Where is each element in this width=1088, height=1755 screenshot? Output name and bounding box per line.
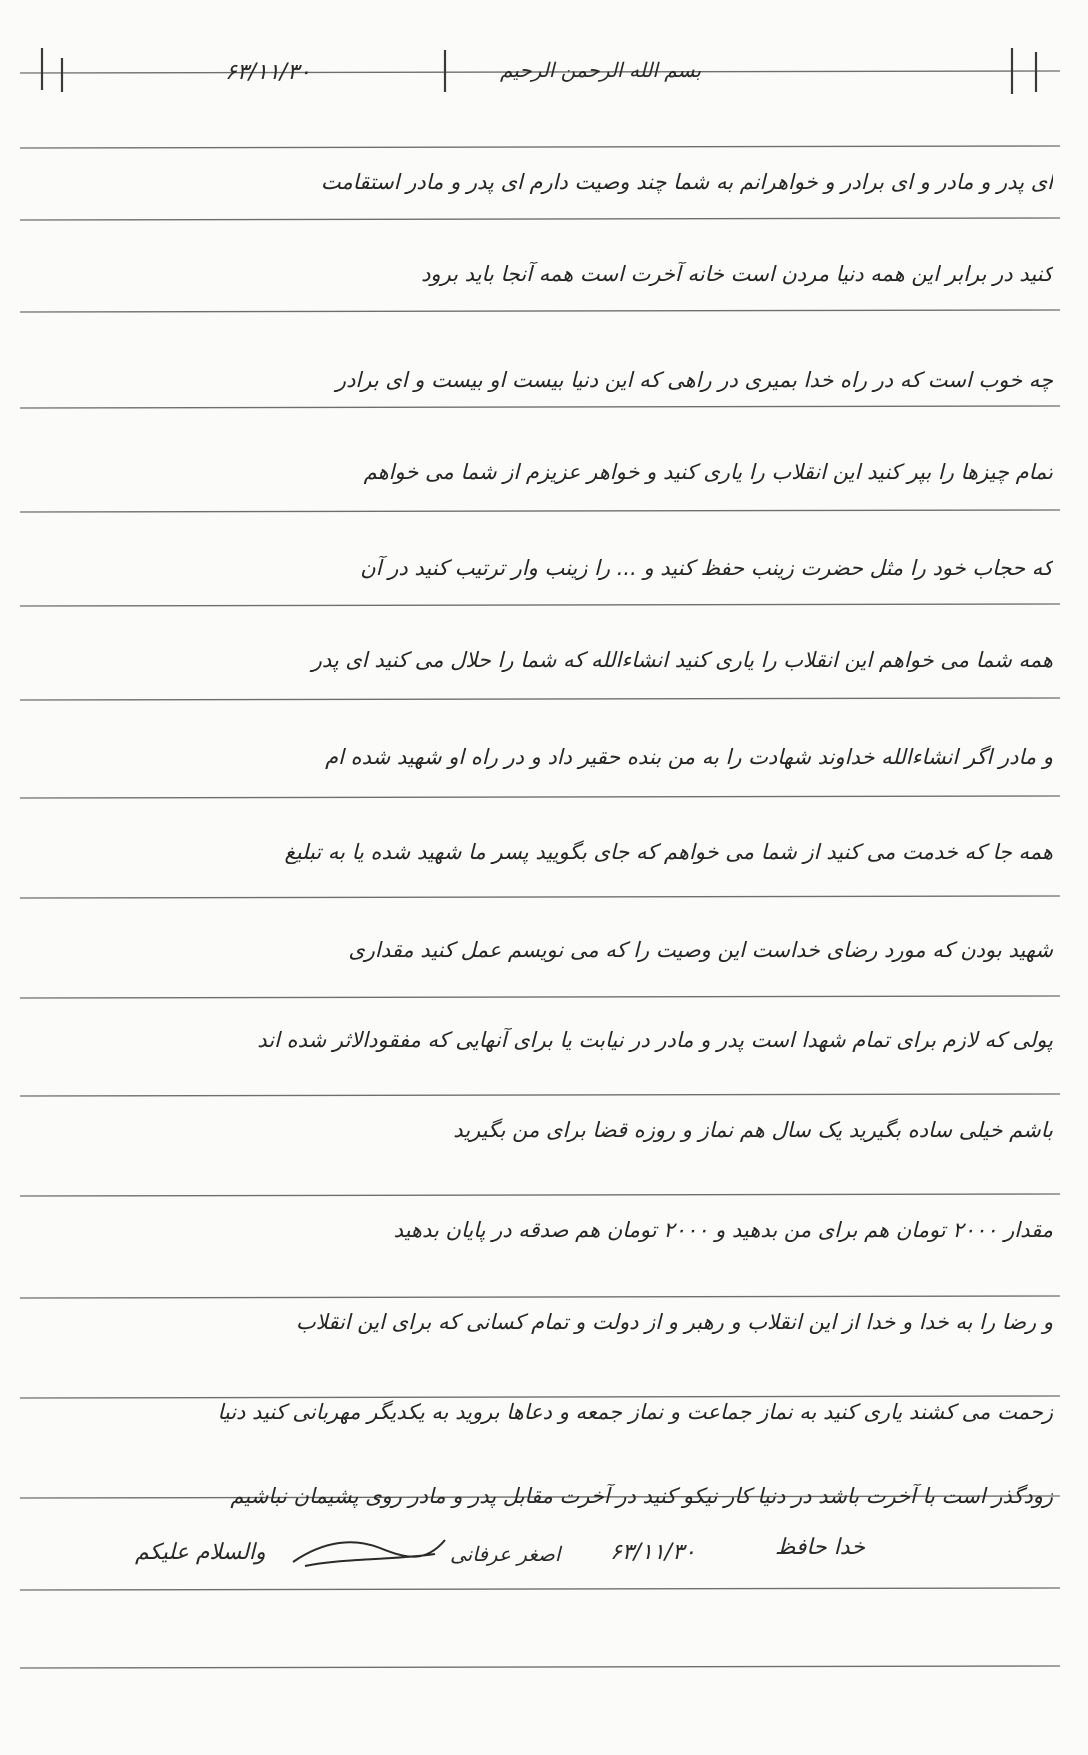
letter-line: پولی که لازم برای تمام شهدا است پدر و مادر در نیابت یا برای آنهایی که مفقودالاثر شده اند [257, 1028, 1053, 1052]
letter-line: ای پدر و مادر و ای برادر و خواهرانم به شما چند وصیت دارم ای پدر و مادر استقامت [320, 170, 1053, 194]
letter-line: همه شما می خواهم این انقلاب را یاری کنید انشاءالله که شما را حلال می کنید ای پدر [311, 648, 1053, 672]
letter-line: مقدار ۲۰۰۰ تومان هم برای من بدهید و ۲۰۰۰ تومان هم صدقه در پایان بدهید [393, 1218, 1053, 1242]
letter-line: شهید بودن که مورد رضای خداست این وصیت را که می نویسم عمل کنید مقداری [348, 938, 1053, 962]
letter-line: چه خوب است که در راه خدا بمیری در راهی که این دنیا بیست او بیست و ای برادر [335, 368, 1053, 392]
letter-line: باشم خیلی ساده بگیرید یک سال هم نماز و روزه قضا برای من بگیرید [453, 1118, 1053, 1142]
letter-title: بسم الله الرحمن الرحیم [500, 58, 702, 82]
letter-line: و رضا را به خدا و خدا از این انقلاب و رهبر و از دولت و تمام کسانی که برای این انقلاب [296, 1310, 1053, 1334]
closing-text: خدا حافظ [775, 1535, 865, 1560]
letter-line: کنید در برابر این همه دنیا مردن است خانه آخرت است همه آنجا باید برود [421, 262, 1053, 286]
letter-line: و مادر اگر انشاءالله خداوند شهادت را به من بنده حقیر داد و در راه او شهید شده ام [325, 745, 1053, 769]
letter-line: زحمت می کشند یاری کنید به نماز جماعت و نماز جمعه و دعاها بروید به یکدیگر مهربانی کنید دنیا [217, 1400, 1053, 1424]
letter-line: همه جا که خدمت می کنید از شما می خواهم که جای بگویید پسر ما شهید شده یا به تبلیغ [284, 840, 1053, 864]
letter-line: زودگذر است با آخرت باشد در دنیا کار نیکو کنید در آخرت مقابل پدر و مادر روی پشیمان نباشیم [230, 1484, 1053, 1508]
signatory-name: اصغر عرفانی [450, 1542, 561, 1566]
closing-date: ۶۳/۱۱/۳۰ [610, 1540, 696, 1565]
letter-date: ۶۳/۱۱/۳۰ [225, 60, 311, 85]
letter-line: تمام چیزها را بپر کنید این انقلاب را یاری کنید و خواهر عزیزم از شما می خواهم [363, 460, 1053, 484]
handwritten-signature [285, 1520, 455, 1580]
letter-line: که حجاب خود را مثل حضرت زینب حفظ کنید و ... را زینب وار ترتیب کنید در آن [360, 556, 1053, 580]
salutation-text: والسلام علیکم [135, 1540, 266, 1565]
